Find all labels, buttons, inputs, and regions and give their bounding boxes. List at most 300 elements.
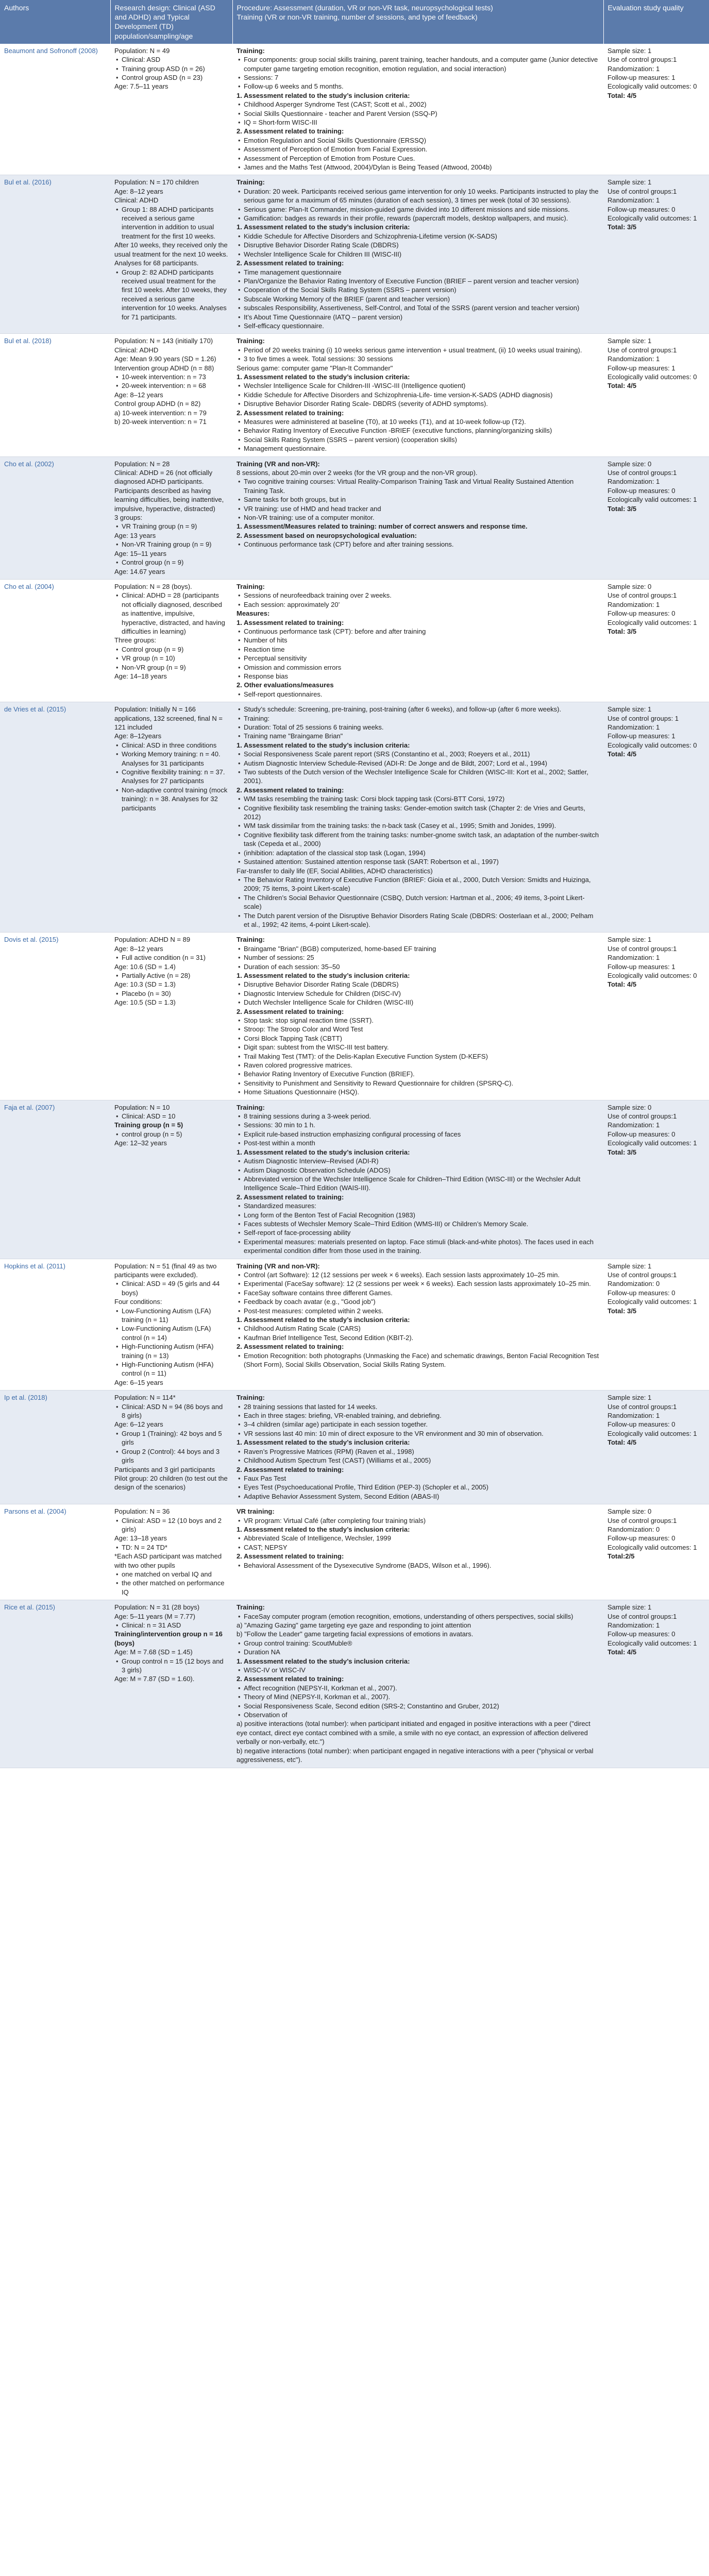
design-line: Clinical: ADHD [114, 346, 159, 354]
quality-line: Sample size: 0 [607, 460, 652, 468]
procedure-item: • Non-VR training: use of a computer monitor. [244, 513, 599, 522]
table-row [0, 1259, 709, 1391]
procedure-item: • Behavioral Assessment of the Dysexecutive Syndrome (BADS, Wilson et al., 1996). [244, 1561, 599, 1570]
design-item: • Group 2: 82 ADHD participants received usual treatment for the first 10 weeks. After 10 weeks, they received a serious game intervention for 10 weeks. Analyses for 71 participants. [122, 268, 228, 321]
quality-line: Follow-up measures: 0 [607, 1630, 676, 1638]
quality-line: Total: 4/5 [607, 1438, 637, 1447]
procedure-item: • Assessment of Perception of Emotion from Posture Cues. [244, 154, 599, 163]
procedure-line: 1. Assessment related to the study’s inclusion criteria: [237, 1657, 410, 1665]
procedure-line: Training: [237, 1603, 265, 1612]
header-row [0, 0, 709, 44]
design-list [114, 1112, 228, 1121]
design-line: Age: 8–12 years [114, 187, 163, 195]
procedure-item: • Study’s schedule: Screening, pre-training, post-training (after 6 weeks), and follow-up (after 6 more weeks). [244, 705, 599, 714]
design-item: • control group (n = 5) [122, 1130, 228, 1139]
design-line: Training group (n = 5) [114, 1121, 183, 1129]
quality-line: Sample size: 0 [607, 1103, 652, 1111]
procedure-item: • Four components: group social skills training, parent training, teacher handouts, and a computer game (Junior detective computer game targeting emotion recognition, emotion regulation, and social interaction) [244, 55, 599, 73]
procedure-list [237, 1447, 599, 1465]
procedure-item: • Sensitivity to Punishment and Sensitivity to Reward Questionnaire for children (SPSRQ-C). [244, 1079, 599, 1088]
procedure-item: • subscales Responsibility, Assertiveness, Self-Control, and Total of the SSRS (parent version and teacher version) [244, 303, 599, 312]
procedure-line: Training: [237, 46, 265, 55]
procedure-item: • Childhood Asperger Syndrome Test (CAST; Scott et al., 2002) [244, 100, 599, 109]
procedure-item: • Affect recognition (NEPSY-II, Korkman et al., 2007). [244, 1684, 599, 1692]
procedure-item: • Faces subtests of Wechsler Memory Scale–Third Edition (WMS-III) or Children’s Memory Scale. [244, 1219, 599, 1228]
design-line: Age: M = 7.87 (SD = 1.60). [114, 1675, 195, 1683]
procedure-item: • Number of sessions: 25 [244, 953, 599, 962]
design-list [114, 1130, 228, 1139]
procedure-item: • Omission and commission errors [244, 663, 599, 672]
table-row [0, 1504, 709, 1600]
procedure-item: • Serious game: Plan-It Commander, mission-guided game divided into 10 different missions and side missions. [244, 205, 599, 214]
quality-line: Use of control groups:1 [607, 1612, 677, 1620]
quality-line: Randomization: 1 [607, 355, 660, 363]
procedure-item: • Measures were administered at baseline (T0), at 10 weeks (T1), and at 10-week follow-up (T2). [244, 417, 599, 426]
procedure-item: • Diagnostic Interview Schedule for Children (DISC-IV) [244, 989, 599, 998]
design-line: Population: N = 143 (initially 170) [114, 337, 213, 345]
table-row [0, 702, 709, 933]
procedure-list [237, 417, 599, 453]
procedure-item: • WISC-IV or WISC-IV [244, 1666, 599, 1674]
design-item: • Clinical: ASD N = 94 (86 boys and 8 girls) [122, 1402, 228, 1420]
quality-line: Total: 4/5 [607, 750, 637, 758]
quality-line: Randomization: 1 [607, 723, 660, 731]
procedure-list [237, 232, 599, 259]
author-cell [0, 933, 110, 1100]
design-line: Age: 10.3 (SD = 1.3) [114, 980, 176, 989]
procedure-item: • Wechsler Intelligence Scale for Children III (WISC-III) [244, 250, 599, 259]
procedure-item: • Stroop: The Stroop Color and Word Test [244, 1025, 599, 1033]
header-research-design: Research design: Clinical (ASD and ADHD) and Typical Development (TD) population/sampling/age [110, 0, 232, 44]
design-item: • Non-VR Training group (n = 9) [122, 540, 228, 549]
author-link[interactable]: Hopkins et al. (2011) [4, 1262, 65, 1270]
procedure-item: • Time management questionnaire [244, 268, 599, 277]
design-line: 3 groups: [114, 514, 143, 522]
quality-line: Total: 3/5 [607, 1148, 637, 1156]
author-cell [0, 702, 110, 933]
quality-line: Total: 4/5 [607, 382, 637, 390]
quality-line: Follow-up measures: 1 [607, 962, 676, 971]
procedure-line: a) "Amazing Gazing" game targeting eye gaze and responding to joint attention [237, 1621, 471, 1629]
quality-line: Sample size: 1 [607, 178, 652, 187]
procedure-item: • VR training: use of HMD and head tracker and [244, 504, 599, 513]
design-list [114, 1570, 228, 1597]
quality-line: Follow-up measures: 0 [607, 609, 676, 618]
quality-line: Follow-up measures: 0 [607, 1420, 676, 1429]
design-item: • Clinical: n = 31 ASD [122, 1621, 228, 1630]
procedure-item: • Subscale Working Memory of the BRIEF (parent and teacher version) [244, 295, 599, 303]
design-line: Population: N = 31 (28 boys) [114, 1603, 200, 1612]
design-line: Population: N = 28 (boys). [114, 582, 192, 590]
procedure-line: 2. Assessment based on neuropsychological evaluation: [237, 531, 417, 539]
quality-line: Randomization: 1 [607, 196, 660, 205]
quality-cell [603, 456, 709, 579]
quality-line: Sample size: 1 [607, 337, 652, 345]
design-line: Age: 14.67 years [114, 567, 165, 575]
design-line: Intervention group ADHD (n = 88) [114, 364, 214, 372]
quality-line: Total: 3/5 [607, 627, 637, 635]
procedure-line: Training: [237, 1394, 265, 1402]
author-link[interactable]: Ip et al. (2018) [4, 1394, 47, 1402]
table-row [0, 175, 709, 334]
header-authors: Authors [0, 0, 110, 44]
design-list [114, 989, 228, 998]
author-cell [0, 579, 110, 702]
design-cell [110, 1259, 232, 1391]
quality-line: Ecologically valid outcomes: 0 [607, 372, 697, 381]
design-item: • Group 1 (Training): 42 boys and 5 girls [122, 1429, 228, 1447]
procedure-line: 1. Assessment related to the study’s inclusion criteria: [237, 741, 410, 749]
procedure-list [237, 1684, 599, 1720]
procedure-cell [232, 579, 603, 702]
design-cell [110, 702, 232, 933]
design-line: Pilot group: 20 children (to test out the design of the scenarios) [114, 1474, 228, 1492]
quality-line: Sample size: 0 [607, 582, 652, 590]
design-cell [110, 1600, 232, 1768]
procedure-line: Training (VR and non-VR): [237, 460, 320, 468]
quality-cell [603, 1100, 709, 1259]
quality-line: Total:2/5 [607, 1552, 635, 1561]
procedure-item: • Duration NA [244, 1648, 599, 1656]
author-link[interactable]: Cho et al. (2002) [4, 460, 54, 468]
design-item: • Clinical: ASD [122, 55, 228, 64]
procedure-list [237, 1201, 599, 1255]
quality-line: Ecologically valid outcomes: 1 [607, 618, 697, 626]
procedure-list [237, 690, 599, 699]
design-line: Age: M = 7.68 (SD = 1.45) [114, 1648, 193, 1656]
procedure-item: • Self-report of face-processing ability [244, 1228, 599, 1237]
design-line: Age: 13 years [114, 531, 156, 539]
author-link[interactable]: de Vries et al. (2015) [4, 705, 66, 714]
procedure-item: • Experimental measures: materials presented on laptop. Face stimuli (black-and-white photos). The faces used in each experimental condition differ from those used in the training. [244, 1238, 599, 1256]
procedure-item: • Kiddie Schedule for Affective Disorders and Schizophrenia-Lifetime version (K-SADS) [244, 232, 599, 241]
procedure-cell [232, 456, 603, 579]
quality-line: Ecologically valid outcomes: 1 [607, 214, 697, 223]
design-item: • Group 2 (Control): 44 boys and 3 girls [122, 1447, 228, 1465]
design-cell [110, 1100, 232, 1259]
author-link[interactable]: Bul et al. (2018) [4, 337, 52, 345]
design-item: • VR Training group (n = 9) [122, 522, 228, 531]
design-list [114, 205, 228, 241]
procedure-item: • Dutch Wechsler Intelligence Scale for Children (WISC-III) [244, 998, 599, 1007]
design-line: Population: N = 114* [114, 1394, 176, 1402]
procedure-line: b) "Follow the Leader" game targeting facial expressions of emotions in avatars. [237, 1630, 474, 1638]
procedure-line: 8 sessions, about 20-min over 2 weeks (for the VR group and the non-VR group). [237, 469, 478, 477]
procedure-line: 1. Assessment related to the study’s inclusion criteria: [237, 372, 410, 381]
procedure-line: Serious game: computer game "Plan-It Commander" [237, 364, 393, 372]
procedure-line: Training: [237, 337, 265, 345]
procedure-item: • The Behavior Rating Inventory of Executive Function (BRIEF: Gioia et al., 2000, Dutch Version: Smidts and Huizinga, 2009; 75 items, 3-point Likert-scale) [244, 875, 599, 893]
author-cell [0, 1600, 110, 1768]
design-item: • the other matched on performance IQ [122, 1579, 228, 1597]
quality-line: Ecologically valid outcomes: 1 [607, 1298, 697, 1306]
procedure-item: • Observation of [244, 1710, 599, 1719]
procedure-item: • 28 training sessions that lasted for 14 weeks. [244, 1402, 599, 1411]
design-item: • Clinical: ASD = 49 (5 girls and 44 boys) [122, 1279, 228, 1297]
procedure-item: • Adaptive Behavior Assessment System, Second Edition (ABAS-II) [244, 1492, 599, 1501]
procedure-item: • Two subtests of the Dutch version of the Wechsler Intelligence Scale for Children (WISC-III: Kort et al., 2002; Sattler, 2001). [244, 768, 599, 786]
quality-line: Use of control groups:1 [607, 944, 677, 953]
author-link[interactable]: Cho et al. (2004) [4, 582, 54, 590]
quality-cell [603, 1600, 709, 1768]
procedure-line: 2. Assessment related to training: [237, 259, 344, 267]
procedure-item: • Feedback by coach avatar (e.g., "Good job") [244, 1297, 599, 1306]
design-item: • Group control n = 15 (12 boys and 3 girls) [122, 1657, 228, 1675]
procedure-item: • Number of hits [244, 636, 599, 645]
procedure-item: • Duration: 20 week. Participants received serious game intervention for only 10 weeks. Participants instructed to play the serious game for a maximum of 65 minutes (duration of each session), 3 times per week (total of 30 sessions). [244, 187, 599, 205]
design-cell [110, 579, 232, 702]
procedure-item: • Cooperation of the Social Skills Rating System (SSRS – parent version) [244, 285, 599, 294]
author-link[interactable]: Faja et al. (2007) [4, 1103, 55, 1111]
procedure-item: • Reaction time [244, 645, 599, 654]
design-line: Age: 8–12years [114, 732, 162, 740]
design-item: • Full active condition (n = 31) [122, 953, 228, 962]
procedure-item: • Plan/Organize the Behavior Rating Inventory of Executive Function (BRIEF – parent version and teacher version) [244, 277, 599, 285]
design-item: • Working Memory training: n = 40. Analyses for 31 participants [122, 750, 228, 768]
procedure-cell [232, 933, 603, 1100]
procedure-item: • Self-report questionnaires. [244, 690, 599, 699]
design-item: • Non-VR group (n = 9) [122, 663, 228, 672]
procedure-item: • Long form of the Benton Test of Facial Recognition (1983) [244, 1211, 599, 1219]
quality-line: Ecologically valid outcomes: 1 [607, 1139, 697, 1147]
procedure-item: • Faux Pas Test [244, 1474, 599, 1483]
procedure-item: • Raven colored progressive matrices. [244, 1061, 599, 1070]
procedure-line: 2. Assessment related to training: [237, 1675, 344, 1683]
procedure-item: • Each in three stages: briefing, VR-enabled training, and debriefing. [244, 1411, 599, 1420]
quality-line: Randomization: 1 [607, 954, 660, 962]
design-line: Age: 8–12 years [114, 391, 163, 399]
procedure-list [237, 980, 599, 1007]
design-list [114, 1307, 228, 1378]
procedure-item: • Duration: Total of 25 sessions 6 training weeks. [244, 723, 599, 732]
quality-line: Randomization: 0 [607, 1280, 660, 1288]
procedure-list [237, 1561, 599, 1570]
design-line: Control group ADHD (n = 82) [114, 400, 201, 408]
quality-line: Follow-up measures: 0 [607, 1289, 676, 1297]
procedure-item: • Training: [244, 714, 599, 723]
quality-line: Sample size: 1 [607, 46, 652, 55]
design-line: Age: 10.5 (SD = 1.3) [114, 998, 176, 1007]
procedure-item: • Autism Diagnostic Interview Schedule-Revised (ADI-R: De Jonge and de Bildt, 2007; Lord et al., 1994) [244, 759, 599, 768]
design-item: • High-Functioning Autism (HFA) control (n = 11) [122, 1360, 228, 1378]
procedure-item: • The Dutch parent version of the Disruptive Behavior Disorders Rating Scale (DBDRS: Oosterlaan et al., 2000; Pelham et al., 1992; 42 items, 4-point Likert-scale). [244, 911, 599, 929]
author-cell [0, 456, 110, 579]
procedure-item: • Management questionnaire. [244, 444, 599, 453]
quality-line: Sample size: 1 [607, 936, 652, 944]
procedure-list [237, 1612, 599, 1621]
procedure-item: • Disruptive Behavior Disorder Rating Scale- DBDRS (severity of ADHD symptoms). [244, 399, 599, 408]
design-line: Population: N = 49 [114, 46, 170, 55]
procedure-item: • Perceptual sensitivity [244, 654, 599, 663]
quality-line: Sample size: 0 [607, 1507, 652, 1516]
design-item: • Clinical: ASD = 10 [122, 1112, 228, 1121]
design-line: Population: Initially N = 166 applications, 132 screened, final N = 121 included [114, 705, 223, 731]
procedure-list [237, 1534, 599, 1552]
procedure-list [237, 794, 599, 866]
procedure-line: Training: [237, 936, 265, 944]
design-line: Participants and 3 girl participants [114, 1465, 215, 1473]
procedure-item: • Standardized measures: [244, 1201, 599, 1210]
procedure-item: • Each session: approximately 20’ [244, 600, 599, 609]
design-line: Three groups: [114, 636, 156, 645]
design-line: Age: 8–12 years [114, 944, 163, 953]
procedure-line: 2. Assessment related to training: [237, 786, 344, 794]
design-item: • Partially Active (n = 28) [122, 971, 228, 980]
procedure-item: • Follow-up 6 weeks and 5 months. [244, 82, 599, 91]
table-row [0, 579, 709, 702]
quality-line: Sample size: 1 [607, 705, 652, 714]
procedure-cell [232, 1391, 603, 1504]
design-item: • Clinical: ASD = 12 (10 boys and 2 girls) [122, 1516, 228, 1534]
author-cell [0, 1100, 110, 1259]
procedure-list [237, 381, 599, 408]
procedure-list [237, 477, 599, 522]
design-item: • Control group ASD (n = 23) [122, 73, 228, 82]
procedure-item: • Sessions: 7 [244, 73, 599, 82]
procedure-item: • Emotion Recognition: both photographs (Unmasking the Face) and schematic drawings, Benton Facial Recognition Test (Short Form), Social Skills Observation, Social Skills Rating System. [244, 1351, 599, 1369]
procedure-item: • Autism Diagnostic Observation Schedule (ADOS) [244, 1166, 599, 1175]
design-list [114, 522, 228, 531]
table-row [0, 933, 709, 1100]
procedure-item: • Sessions: 30 min to 1 h. [244, 1121, 599, 1129]
procedure-list [237, 1516, 599, 1525]
procedure-item: • Digit span: subtest from the WISC-III test battery. [244, 1043, 599, 1052]
procedure-item: • Period of 20 weeks training (i) 10 weeks serious game intervention + usual treatment, (ii) 10 weeks usual training). [244, 346, 599, 354]
table-body [0, 44, 709, 1768]
quality-cell [603, 702, 709, 933]
procedure-list [237, 591, 599, 609]
quality-line: Follow-up measures: 0 [607, 1534, 676, 1543]
procedure-item: • Raven’s Progressive Matrices (RPM) (Raven et al., 1998) [244, 1447, 599, 1456]
design-line: a) 10-week intervention: n = 79 [114, 409, 207, 417]
procedure-item: • The Children’s Social Behavior Questionnaire (CSBQ, Dutch version: Hartman et al., 2006; 49 items, 3-point Likert-scale) [244, 893, 599, 911]
design-list [114, 1429, 228, 1465]
quality-line: Total: 3/5 [607, 1307, 637, 1315]
procedure-item: • Response bias [244, 672, 599, 681]
procedure-item: • WM task dissimilar from the training tasks: the n-back task (Casey et al., 1995; Smith and Jonides, 1999). [244, 821, 599, 830]
procedure-item: • Duration of each session: 35–50 [244, 962, 599, 971]
procedure-item: • 3 to five times a week. Total sessions: 30 sessions [244, 354, 599, 363]
procedure-item: • Sessions of neurofeedback training over 2 weeks. [244, 591, 599, 600]
procedure-item: • Cognitive flexibility task different from the training tasks: number-gnome switch task, an adaptation of the number-switch task (Cepeda et al., 2000) [244, 831, 599, 849]
design-item: • 10-week intervention: n = 73 [122, 372, 228, 381]
procedure-line: Training: [237, 178, 265, 187]
procedure-cell [232, 1600, 603, 1768]
design-line: Four conditions: [114, 1298, 162, 1306]
procedure-list [237, 268, 599, 331]
design-line: Age: 7.5–11 years [114, 82, 168, 91]
procedure-list [237, 750, 599, 786]
procedure-item: • IQ = Short-form WISC-III [244, 118, 599, 127]
design-list [114, 372, 228, 391]
design-item: • Group 1: 88 ADHD participants received a serious game intervention in addition to usual treatment for the first 10 weeks. [122, 205, 228, 241]
quality-line: Total: 3/5 [607, 504, 637, 513]
design-item: • Training group ASD (n = 26) [122, 64, 228, 73]
author-link[interactable]: Beaumont and Sofronoff (2008) [4, 46, 98, 55]
quality-line: Follow-up measures: 1 [607, 732, 676, 740]
procedure-item: • Emotion Regulation and Social Skills Questionnaire (ERSSQ) [244, 136, 599, 145]
design-line: Clinical: ADHD [114, 196, 159, 205]
design-item: • Control group (n = 9) [122, 558, 228, 567]
procedure-item: • Braingame "Brian" (BGB) computerized, home-based EF training [244, 944, 599, 953]
procedure-item: • Corsi Block Tapping Task (CBTT) [244, 1034, 599, 1043]
author-link[interactable]: Parsons et al. (2004) [4, 1507, 66, 1516]
design-cell [110, 456, 232, 579]
quality-line: Ecologically valid outcomes: 0 [607, 741, 697, 749]
design-item: • TD: N = 24 TD* [122, 1543, 228, 1552]
quality-line: Use of control groups:1 [607, 1402, 677, 1411]
author-link[interactable]: Dovis et al. (2015) [4, 936, 59, 944]
procedure-list [237, 1402, 599, 1438]
procedure-cell [232, 702, 603, 933]
procedure-list [237, 1270, 599, 1315]
design-cell [110, 44, 232, 175]
quality-cell [603, 933, 709, 1100]
design-list [114, 1621, 228, 1630]
design-cell [110, 334, 232, 456]
procedure-item: • Two cognitive training courses: Virtual Reality-Comparison Training Task and Virtual Reality Sustained Attention Training Task. [244, 477, 599, 495]
procedure-line: Training: [237, 582, 265, 590]
design-item: • 20-week intervention: n = 68 [122, 381, 228, 390]
procedure-list [237, 1351, 599, 1369]
procedure-item: • Disruptive Behavior Disorder Rating Scale (DBDRS) [244, 980, 599, 989]
procedure-list [237, 540, 599, 549]
design-line: Age: 5–11 years (M = 7.77) [114, 1612, 195, 1620]
quality-line: Randomization: 1 [607, 64, 660, 73]
quality-cell [603, 1504, 709, 1600]
author-cell [0, 44, 110, 175]
quality-line: Total: 4/5 [607, 980, 637, 989]
design-list [114, 540, 228, 549]
procedure-item: • Disruptive Behavior Disorder Rating Scale (DBDRS) [244, 241, 599, 249]
procedure-list [237, 1324, 599, 1342]
quality-line: Use of control groups:1 [607, 346, 677, 354]
quality-line: Randomization: 1 [607, 478, 660, 486]
procedure-item: • 8 training sessions during a 3-week period. [244, 1112, 599, 1121]
author-link[interactable]: Bul et al. (2016) [4, 178, 52, 187]
procedure-list [237, 346, 599, 364]
procedure-item: • Social Responsiveness Scale, Second edition (SRS-2; Constantino and Gruber, 2012) [244, 1702, 599, 1710]
procedure-item: • Self-efficacy questionnaire. [244, 321, 599, 330]
quality-line: Sample size: 1 [607, 1262, 652, 1270]
procedure-item: • Continuous performance task (CPT): before and after training [244, 627, 599, 636]
procedure-item: • James and the Maths Test (Attwood, 2004)/Dylan is Being Teased (Attwood, 2004b) [244, 163, 599, 172]
quality-cell [603, 44, 709, 175]
design-list [114, 1657, 228, 1675]
quality-line: Ecologically valid outcomes: 0 [607, 82, 697, 91]
procedure-item: • Sustained attention: Sustained attention response task (SART: Robertson et al., 1997) [244, 857, 599, 866]
procedure-line: 2. Assessment related to training: [237, 127, 344, 135]
design-line: Population: N = 28 [114, 460, 170, 468]
procedure-line: 2. Assessment related to training: [237, 1343, 344, 1351]
procedure-line: b) negative interactions (total number): when participant engaged in negative interactions with a peer ("physical or verbal aggressiveness, etc"). [237, 1747, 594, 1764]
design-list [114, 971, 228, 980]
design-line: *Each ASD participant was matched with two other pupils [114, 1552, 222, 1569]
procedure-line: 2. Assessment related to training: [237, 1465, 344, 1473]
author-link[interactable]: Rice et al. (2015) [4, 1603, 55, 1612]
quality-cell [603, 175, 709, 334]
author-cell [0, 1259, 110, 1391]
design-item: • Placebo (n = 30) [122, 989, 228, 998]
procedure-item: • Social Skills Rating System (SSRS – parent version) (cooperation skills) [244, 435, 599, 444]
quality-line: Randomization: 1 [607, 1621, 660, 1629]
header-evaluation-quality: Evaluation study quality [603, 0, 709, 44]
procedure-line: Training: [237, 1103, 265, 1111]
design-line: Population: N = 51 (final 49 as two participants were excluded). [114, 1262, 217, 1279]
design-list [114, 953, 228, 962]
procedure-item: • Assessment of Perception of Emotion from Facial Expression. [244, 145, 599, 154]
design-item: • Cognitive flexibility training: n = 37. Analyses for 27 participants [122, 768, 228, 786]
